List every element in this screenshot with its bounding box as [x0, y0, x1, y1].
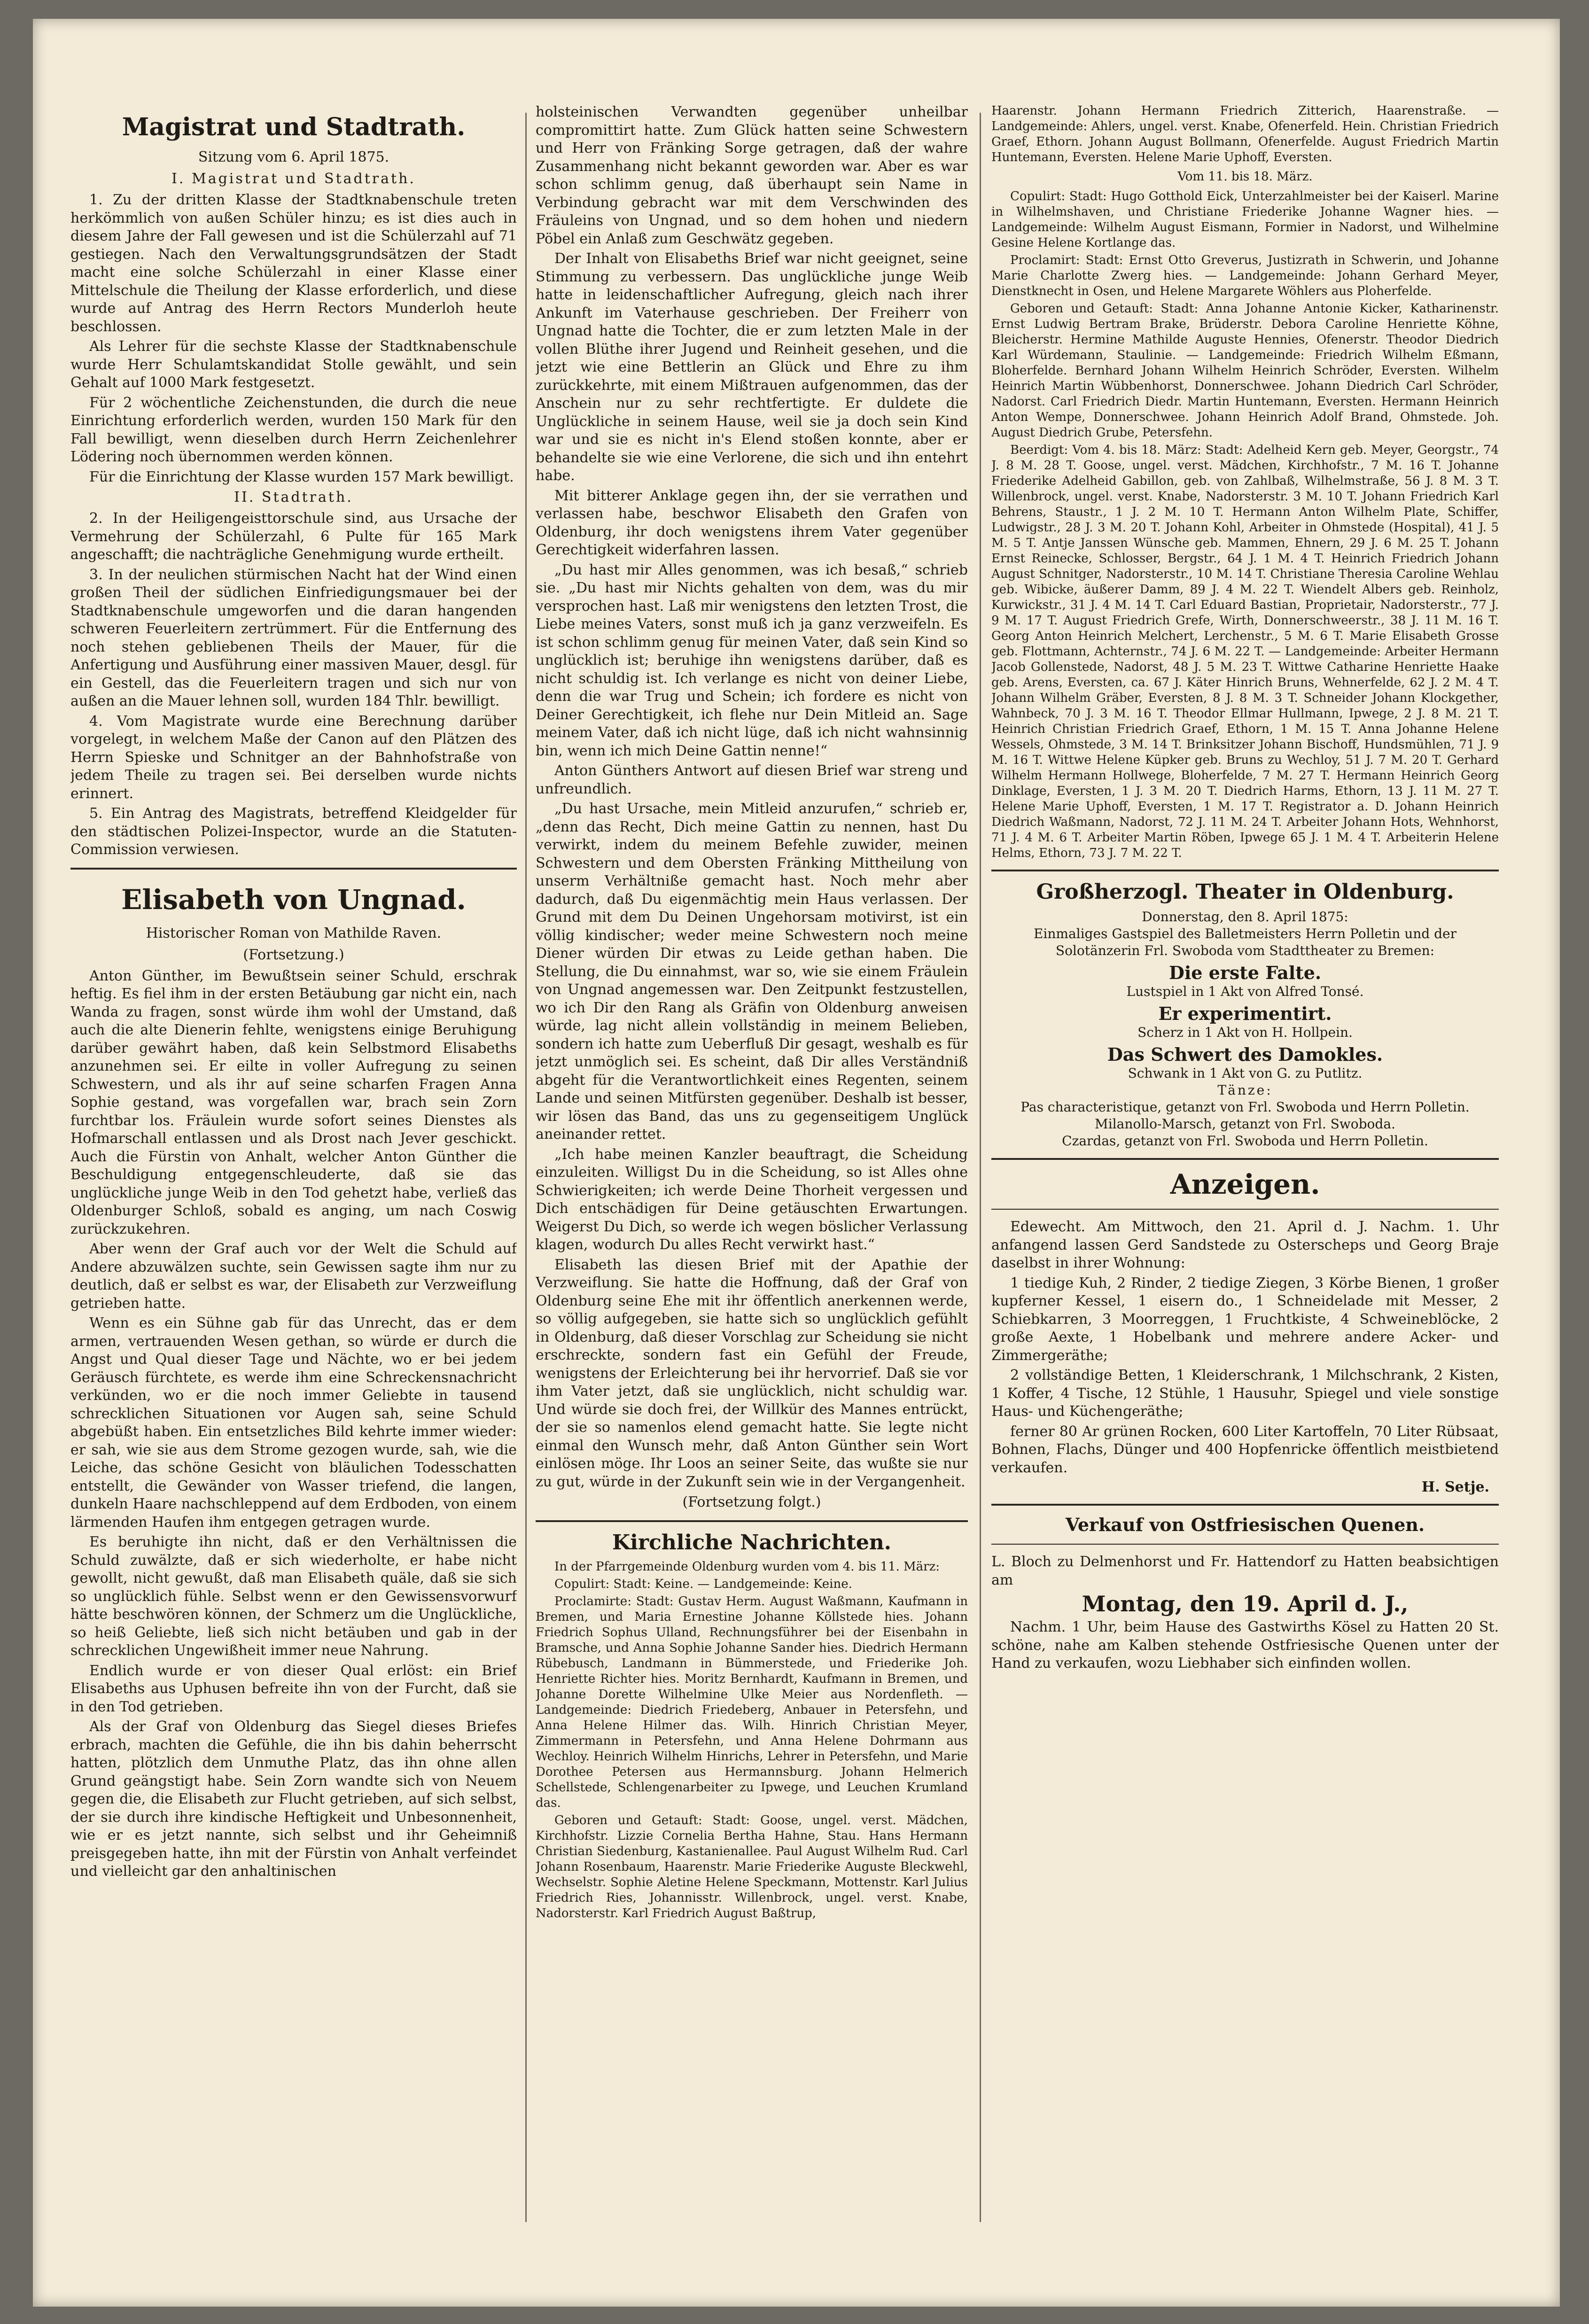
paragraph: 5. Ein Antrag des Magistrats, betreffend Kleidgelder für den städtischen Polizei-Inspector, wurde an die Statuten-Commission verwiesen.	[70, 805, 517, 858]
dances-heading: Tänze:	[1217, 1082, 1273, 1098]
ad-text: Edewecht. Am Mittwoch, den 21. April d. J. Nachm. 1. Uhr anfangend lassen Gerd Sandstede zu Osterscheps und Georg Braje daselbst in ihrer Wohnung:	[991, 1219, 1499, 1271]
dance-item: Czardas, getanzt von Frl. Swoboda und Herrn Polletin.	[1062, 1133, 1428, 1149]
paragraph: Es beruhigte ihn nicht, daß er den Verhältnissen die Schuld zuwälzte, daß er sich wiederholte, er habe nicht gewollt, nicht gewußt, daß man Elisabeth quäle, daß sie sich so unglücklich fühle. Selbst wenn er den Gewissensvorwurf hätte beschwören können, der Schmerz um die Unglückliche, so heiß Geliebte, ließ sich nicht betäuben und gab in der schrecklichen Ungewißheit immer neue Nahrung.	[70, 1534, 517, 1659]
column-1	[70, 103, 517, 2231]
paragraph: Beerdigt: Vom 4. bis 18. März: Stadt: Adelheid Kern geb. Meyer, Georgstr., 74 J. 8 M. 28 T. Goose, ungel. verst. Mädchen, Kirchhofstr., 7 M. 16 T. Johanne Friederike Adelheid Gabillon, geb. von Zahlbaß, Wilhelmstraße, 56 J. 8 M. 3 T. Willenbrock, ungel. verst. Knabe, Nadorsterstr. 3 M. 10 T. Johann Friedrich Karl Behrens, Staustr., 1 J. 2 M. 10 T. Hermann Anton Wilhelm Plate, Schiffer, Ludwigstr., 28 J. 3 M. 20 T. Johann Kohl, Arbeiter in Ohmstede (Hospital), 41 J. 5 M. 5 T. Antje Janssen Wünsche geb. Mammen, Ehnern, 29 J. 6 M. 25 T. Johann Ernst Reinecke, Schlosser, Bergstr., 64 J. 1 M. 4 T. Heinrich Friedrich Johann August Schnitger, Nadorsterstr., 10 M. 14 T. Christiane Theresia Caroline Wehlau geb. Wibicke, äußerer Damm, 89 J. 4 M. 22 T. Wiendelt Albers geb. Reinholz, Kurwickstr., 31 J. 4 M. 14 T. Carl Eduard Bastian, Proprietair, Nadorsterstr., 77 J. 9 M. 17 T. August Friedrich Grefe, Wirth, Donnerschweerstr., 38 J. 11 M. 16 T. Georg Anton Heinrich Melchert, Lerchenstr., 5 M. 6 T. Marie Elisabeth Grosse geb. Flottmann, Achternstr., 74 J. 6 M. 22 T. — Landgemeinde: Arbeiter Hermann Jacob Gollenstede, Nadorst, 48 J. 5 M. 23 T. Wittwe Catharine Henriette Haake geb. Arens, Eversten, ca. 67 J. Käter Hinrich Bruns, Wehnerfelde, 62 J. 2 M. 4 T. Johann Wilhelm Gräber, Eversten, 8 J. 8 M. 3 T. Schneider Johann Klockgether, Wahnbeck, 70 J. 3 M. 16 T. Theodor Ellmar Hullmann, Ipwege, 2 J. 8 M. 21 T. Heinrich Christian Friedrich Graef, Ethorn, 1 M. 15 T. Anna Johanne Helene Wessels, Ohmstede, 3 M. 14 T. Brinksitzer Johann Bischoff, Hundsmühlen, 71 J. 9 M. 16 T. Wittwe Helene Küpker geb. Bruns zu Wechloy, 51 J. 7 M. 20 T. Gerhard Wilhelm Hermann Hollwege, Bloherfelde, 7 M. 27 T. Hermann Heinrich Georg Dinklage, Eversten, 1 J. 3 M. 20 T. Diedrich Harms, Ethorn, 13 J. 11 M. 27 T. Helene Marie Uphoff, Eversten, 1 M. 17 T. Registrator a. D. Johann Heinrich Diedrich Waßmann, Nadorst, 72 J. 11 M. 24 T. Arbeiter Johann Hots, Wehnhorst, 71 J. 4 M. 6 T. Arbeiter Martin Röben, Ipwege 65 J. 1 M. 4 T. Arbeiterin Helene Helms, Ethorn, 73 J. 7 M. 22 T.	[991, 443, 1499, 860]
theater-title: Großherzogl. Theater in Oldenburg.	[1036, 880, 1454, 904]
column-3	[991, 103, 1499, 2231]
newspaper-page	[33, 19, 1560, 2307]
ad-text: 2 vollständige Betten, 1 Kleiderschrank, 1 Milchschrank, 2 Kisten, 1 Koffer, 4 Tische, 12 Stühle, 1 Hausuhr, Spiegel und viele sonstige Haus- und Küchengeräthe;	[991, 1367, 1499, 1420]
divider	[70, 868, 517, 870]
paragraph: 2. In der Heiligengeisttorschule sind, aus Ursache der Vermehrung der Schülerzahl, 6 Pulte für 165 Mark angeschafft; die nachträgliche Genehmigung wurde ertheilt.	[70, 510, 517, 563]
paragraph: holsteinischen Verwandten gegenüber unheilbar compromittirt hatte. Zum Glück hatten seine Schwestern und Herr von Fränking Sorge getragen, daß der wahre Zusammenhang nicht bekannt geworden war. Aber es war schon schlimm genug, daß überhaupt sein Name in Verbindung gebracht war mit dem Verschwinden des Fräuleins von Ungnad, und so dem hohen und niedern Pöbel ein Anlaß zum Geschwätz gegeben.	[536, 104, 968, 247]
paragraph: Als der Graf von Oldenburg das Siegel dieses Briefes erbrach, machten die Gefühle, die ihn bis dahin beherrscht hatten, plötzlich dem Unmuthe Platz, das ihn ohne allen Grund geängstigt habe. Sein Zorn wandte sich von Neuem gegen die, die Elisabeth zur Flucht getrieben, auf sich selbst, der sie durch ihre kindische Heftigkeit und Unbesonnenheit, wie er es jetzt nannte, sich selbst und ihr Geheimniß preisgegeben hatte, ihn mit der Fürstin von Anhalt verfeindet und vielleicht gar den anhaltinischen	[70, 1718, 517, 1880]
paragraph: Elisabeth las diesen Brief mit der Apathie der Verzweiflung. Sie hatte die Hoffnung, daß der Graf von Oldenburg seine Ehe mit ihr öffentlich anerkennen werde, so völlig aufgegeben, sie hatte sich so unglücklich gefühlt in Oldenburg, daß dieser Vorschlag zur Scheidung sie nicht erschreckte, sondern fast ein Gefühl der Freude, wenigstens der Erleichterung bei ihr hervorrief. Daß sie vor ihm Vater jetzt, daß sie unglücklich, nicht schuldig war. Und würde sie doch frei, der Willkür des Mannes entrückt, der sie so namenlos elend gemacht hatte. Sie legte nicht einmal den Wunsch mehr, daß Anton Günther sein Wort einlösen möge. Ihr Loos an seiner Seite, das wußte sie nur zu gut, würde in der Zukunft sein wie in der Vergangenheit.	[536, 1256, 968, 1490]
ad-text: ferner 80 Ar grünen Rocken, 600 Liter Kartoffeln, 70 Liter Rübsaat, Bohnen, Flachs, Dünger und 400 Hopfenricke öffentlich meistbietend verkaufen.	[991, 1423, 1499, 1476]
magistrat-date: Sitzung vom 6. April 1875.	[198, 149, 389, 165]
paragraph: 3. In der neulichen stürmischen Nacht hat der Wind einen großen Theil der südlichen Einfriedigungsmauer bei der Stadtknabenschule umgeworfen und die daran hangenden schweren Feuerleitern zertrümmert. Für die Entfernung des noch stehen gebliebenen Theils der Mauer, für die Anfertigung und Ausführung einer massiven Mauer, desgl. für ein Gestell, das die Feuerleitern tragen und sich nur von außen an die Mauer lehnen soll, wurden 184 Thlr. bewilligt.	[70, 566, 517, 709]
paragraph: „Du hast mir Alles genommen, was ich besaß,“ schrieb sie. „Du hast mir Nichts gehalten von dem, was du mir versprochen hast. Laß mir wenigstens den letzten Trost, die Liebe meines Vaters, sonst muß ich ja ganz verzweifeln. Es ist schon schlimm genug für meinen Vater, daß sein Kind so unglücklich ist; beruhige ihn wenigstens darüber, daß es nicht schuldig ist. Ich verlange es nicht von deiner Liebe, denn die war Trug und Schein; ich fordere es nicht von Deiner Gerechtigkeit, ich flehe nur Dein Mitleid an. Sage meinem Vater, daß ich nicht lüge, daß ich nicht wahnsinnig bin, wenn ich mich Deine Gattin nenne!“	[536, 561, 968, 759]
paragraph: Anton Günthers Antwort auf diesen Brief war streng und unfreundlich.	[536, 762, 968, 797]
column-2	[536, 103, 968, 2231]
divider	[536, 1520, 968, 1522]
paragraph: Der Inhalt von Elisabeths Brief war nicht geeignet, seine Stimmung zu verbessern. Das unglückliche junge Weib hatte in leidenschaftlicher Aufregung, gleich nach ihrer Ankunft im Vaterhause geschrieben. Der Freiherr von Ungnad hatte die Tochter, die er zum letzten Male in der vollen Blüthe ihrer Jugend und Reinheit gesehen, und die jetzt wie eine Bettlerin an Glück und Ehre zu ihm zurückkehrte, mit einem Mißtrauen aufgenommen, das der Anschein nur zu sehr rechtfertigte. Er duldete die Unglückliche in seinem Hause, weil sie ja doch sein Kind war und sie es nicht in's Elend stoßen konnte, aber er behandelte sie wie eine Verlorene, die sich und ihn entehrt habe.	[536, 250, 968, 484]
novel-to-be-continued: (Fortsetzung folgt.)	[682, 1494, 821, 1510]
paragraph: Wenn es ein Sühne gab für das Unrecht, das er dem armen, vertrauenden Wesen gethan, so würde er durch die Angst und Qual dieser Tage und Nächte, wo er bei jedem Geräusch fürchtete, es werde ihm eine Schreckensnachricht verkünden, wo er die noch immer Geliebte in tausend schrecklichen Situationen vor Augen sah, seine Schuld abgebüßt haben. Ein entsetzliches Bild kehrte immer wieder: er sah, wie sie aus dem Strome gezogen wurde, sah, wie die Leiche, das schöne Gesicht von bläulichen Todesschatten entstellt, die Gewänder von Wasser triefend, die langen, dunkeln Haare nachschleppend auf dem Erdboden, von einem lärmenden Haufen ihm entgegen getragen wurde.	[70, 1315, 517, 1531]
theater-date: Donnerstag, den 8. April 1875:	[1142, 909, 1348, 925]
paragraph: Haarenstr. Johann Hermann Friedrich Zitterich, Haarenstraße. — Landgemeinde: Ahlers, ungel. verst. Knabe, Ofenerfeld. Hein. Christian Friedrich Graef, Ethorn. Johann August Bollmann, Ofenerfelde. August Friedrich Martin Huntemann, Eversten. Helene Marie Uphoff, Eversten.	[991, 104, 1499, 164]
paragraph: Als Lehrer für die sechste Klasse der Stadtknabenschule wurde Herr Schulamtskandidat Stolle gewählt, und sein Gehalt auf 1000 Mark festgesetzt.	[70, 338, 517, 391]
divider	[991, 1209, 1499, 1210]
ad-date: Montag, den 19. April d. J.,	[1082, 1591, 1409, 1617]
paragraph: Geboren und Getauft: Stadt: Goose, ungel. verst. Mädchen, Kirchhofstr. Lizzie Cornelia Bertha Hahne, Stau. Hans Hermann Christian Siedenburg, Kastanienallee. Paul August Wilhelm Rud. Carl Johann Rosenbaum, Haarenstr. Marie Friederike Auguste Bleckwehl, Wechselstr. Sophie Aletine Helene Speckmann, Mottenstr. Karl Julius Friedrich Ries, Johannisstr. Willenbrock, ungel. verst. Knabe, Nadorsterstr. Karl Friedrich August Baßtrup,	[536, 1813, 968, 1920]
period-heading: Vom 11. bis 18. März.	[1177, 170, 1313, 184]
paragraph: Proclamirte: Stadt: Gustav Herm. August Waßmann, Kaufmann in Bremen, und Maria Ernestine Johanne Köllstede hies. Johann Friedrich Sophus Ulland, Rechnungsführer bei der Eisenbahn in Bramsche, und Anna Sophie Johanne Sander hies. Diedrich Hermann Rübebusch, Landmann in Bümmerstede, und Friederike Joh. Henriette Richter hies. Moritz Bernhardt, Kaufmann in Bremen, und Johanne Dorette Wilhelmine Ulke Meier aus Nordenfleth. — Landgemeinde: Diedrich Friedeberg, Anbauer in Petersfehn, und Anna Helene Hilmer das. Wilh. Hinrich Christian Meyer, Zimmermann in Petersfehn, und Anna Helene Dohrmann aus Wechloy. Heinrich Wilhelm Hinrichs, Lehrer in Petersfehn, und Marie Dorothee Petersen aus Hermannsburg. Johann Helmerich Schellstede, Schlengenarbeiter zu Ipwege, und Leuchen Krumland das.	[536, 1594, 968, 1810]
section-heading: II. Stadtrath.	[234, 489, 353, 505]
dance-item: Pas characteristique, getanzt von Frl. Swoboda und Herrn Polletin.	[1020, 1099, 1470, 1115]
paragraph: 4. Vom Magistrate wurde eine Berechnung darüber vorgelegt, in welchem Maße der Canon auf den Plätzen des Herrn Spieske und Schnitger an der Bahnhofstraße von jedem Theile zu tragen sei. Bei derselben wurde nichts erinnert.	[70, 713, 517, 802]
divider	[991, 1544, 1499, 1545]
play-title: Er experimentirt.	[1158, 1003, 1332, 1024]
paragraph: „Ich habe meinen Kanzler beauftragt, die Scheidung einzuleiten. Willigst Du in die Scheidung, so ist Alles ohne Schwierigkeiten; ich werde Deine Thorheit vergessen und Dich entschädigen für Deine getäuschten Erwartungen. Weigerst Du Dich, so werde ich wegen böslicher Verlassung klagen, wodurch Du alles Recht verwirkt hast.“	[536, 1146, 968, 1253]
ad-text: L. Bloch zu Delmenhorst und Fr. Hattendorf zu Hatten beabsichtigen am	[991, 1554, 1499, 1588]
divider	[991, 870, 1499, 871]
church-title: Kirchliche Nachrichten.	[612, 1531, 892, 1555]
paragraph: 1. Zu der dritten Klasse der Stadtknabenschule treten herkömmlich von außen Schüler hinzu; es ist dies auch in diesem Jahre der Fall gewesen und ist die Schülerzahl auf 71 gestiegen. Nach den Verwaltungsgrundsätzen der Stadt macht eine solche Schülerzahl in einer Klasse einer Mittelschule die Theilung der Klasse erforderlich, und diese wurde auf Antrag des Herrn Rectors Munderloh heute beschlossen.	[70, 192, 517, 335]
paragraph: Geboren und Getauft: Stadt: Anna Johanne Antonie Kicker, Katharinenstr. Ernst Ludwig Bertram Brake, Brüderstr. Debora Caroline Henriette Köhne, Bleicherstr. Hermine Mathilde Auguste Hennies, Ofenerstr. Theodor Diedrich Karl Würdemann, Staulinie. — Landgemeinde: Friedrich Wilhelm Eßmann, Bloherfelde. Bernhard Johann Wilhelm Heinrich Schröder, Eversten. Wilhelm Heinrich Martin Wübbenhorst, Donnerschwee. Johann Diedrich Carl Schröder, Nadorst. Carl Friedrich Diedr. Martin Huntemann, Eversten. Hermann Heinrich Anton Wempe, Donnerschwee. Johann Heinrich Adolf Brand, Ohmstede. Joh. August Diedrich Grube, Petersfehn.	[991, 302, 1499, 440]
play-title: Das Schwert des Damokles.	[1107, 1044, 1383, 1065]
ad-text: Nachm. 1 Uhr, beim Hause des Gastwirths Kösel zu Hatten 20 St. schöne, nahe am Kalben stehende Ostfriesische Quenen unter der Hand zu verkaufen, wozu Liebhaber sich einfinden wollen.	[991, 1619, 1499, 1671]
paragraph: Copulirt: Stadt: Hugo Gotthold Eick, Unterzahlmeister bei der Kaiserl. Marine in Wilhelmshaven, und Christiane Friederike Johanne Wagner hies. — Landgemeinde: Wilhelm August Eismann, Formier in Nadorst, und Wilhelmine Gesine Helene Kortlange das.	[991, 189, 1499, 250]
novel-continuation: (Fortsetzung.)	[243, 946, 344, 963]
ad-signature: H. Setje.	[1421, 1479, 1489, 1495]
column-rule	[980, 113, 981, 2222]
ad-title: Verkauf von Ostfriesischen Quenen.	[1065, 1514, 1425, 1535]
paragraph: „Du hast Ursache, mein Mitleid anzurufen,“ schrieb er, „denn das Recht, Dich meine Gattin zu nennen, hast Du verwirkt, indem du meinem Befehle zuwider, meinen Schwestern und dem Obersten Fränking Mittheilung von unserm Verhältniße gemacht hast. Noch mehr aber dadurch, daß Du eigenmächtig mein Haus verlassen. Der Grund mit dem Du Deinen Ungehorsam motivirst, ist ein völlig kindischer; weder meine Schwestern noch meine Diener würden Dir etwas zu Leide gethan haben. Die Stellung, die Du einnahmst, war so, wie sie einem Fräulein von Ungnad angemessen war. Den Zeitpunkt festzustellen, wo ich Dir den Rang als Gräfin von Oldenburg anweisen würde, lag nicht allein vollständig in meinem Belieben, sondern ich hatte zum Ueberfluß Dir gesagt, weshalb es für jetzt unmöglich sei. Es scheint, daß Dir alles Verständniß abgeht für die Verantwortlichkeit eines Regenten, seinem Lande und seinen Mitfürsten gegenüber. Deshalb ist besser, wir lösen das Band, das uns zu gegenseitigem Unglück aneinander rettet.	[536, 801, 968, 1143]
church-intro: In der Pfarrgemeinde Oldenburg wurden vom 4. bis 11. März:	[554, 1560, 940, 1574]
novel-subtitle: Historischer Roman von Mathilde Raven.	[146, 925, 442, 941]
paragraph: Für die Einrichtung der Klasse wurden 157 Mark bewilligt.	[89, 468, 514, 485]
play-title: Die erste Falte.	[1168, 962, 1322, 983]
ad-text: 1 tiedige Kuh, 2 Rinder, 2 tiedige Ziegen, 3 Körbe Bienen, 1 großer kupferner Kessel, 1 eisern do., 1 Schneidelade mit Messer, 2 Schiebkarren, 3 Moorreggen, 1 Fruchtkiste, 4 Schweineblöcke, 2 große Aexte, 1 Hobelbank und mehrere andere Acker- und Zimmergeräthe;	[991, 1275, 1499, 1364]
theater-guest: Einmaliges Gastspiel des Balletmeisters Herrn Polletin und der Solotänzerin Frl. Swoboda vom Stadttheater zu Bremen:	[1033, 926, 1457, 958]
play-description: Lustspiel in 1 Akt von Alfred Tonsé.	[1126, 984, 1364, 999]
paragraph: Aber wenn der Graf auch vor der Welt die Schuld auf Andere abzuwälzen suchte, sein Gewissen sagte ihm nur zu deutlich, daß er selbst es war, der Elisabeth zur Verzweiflung getrieben hatte.	[70, 1241, 517, 1312]
divider	[991, 1504, 1499, 1506]
section-heading: I. Magistrat und Stadtrath.	[171, 171, 416, 187]
magistrat-title: Magistrat und Stadtrath.	[122, 113, 466, 141]
play-description: Scherz in 1 Akt von H. Hollpein.	[1137, 1025, 1353, 1040]
paragraph: Für 2 wöchentliche Zeichenstunden, die durch die neue Einrichtung erforderlich werden, wurden 150 Mark für den Fall bewilligt, wenn dieselben durch Herrn Zeichenlehrer Lödering noch übernommen werden können.	[70, 394, 517, 465]
paragraph: Proclamirt: Stadt: Ernst Otto Greverus, Justizrath in Schwerin, und Johanne Marie Charlotte Zwerg hies. — Landgemeinde: Johann Gerhard Meyer, Dienstknecht in Osen, und Helene Margarete Wöhlers aus Ploherfelde.	[991, 253, 1499, 298]
paragraph: Endlich wurde er von dieser Qual erlöst: ein Brief Elisabeths aus Uphusen befreite ihn von der Furcht, daß sie in den Tod getrieben.	[70, 1662, 517, 1715]
dance-item: Milanollo-Marsch, getanzt von Frl. Swoboda.	[1095, 1116, 1395, 1132]
ads-title: Anzeigen.	[1170, 1168, 1320, 1200]
paragraph: Copulirt: Stadt: Keine. — Landgemeinde: Keine.	[554, 1577, 852, 1591]
column-rule	[525, 113, 527, 2222]
paragraph: Anton Günther, im Bewußtsein seiner Schuld, erschrak heftig. Es fiel ihm in der ersten Betäubung gar nicht ein, nach Wanda zu fragen, sonst würde ihm wohl der Umstand, daß auch die alte Dienerin fehlte, wenigstens einige Beruhigung darüber gewährt haben, daß kein Selbstmord Elisabeths anzunehmen sei. Er eilte in voller Aufregung zu seinen Schwestern, und als ihr auf seine scharfen Fragen Anna Sophie gestand, was vorgefallen war, brach sein Zorn furchtbar los. Fräulein wurde sofort seines Dienstes als Hofmarschall entlassen und als Drost nach Jever geschickt. Auch die Fürstin von Anhalt, welcher Anton Günther die Beschuldigung entgegenschleuderte, daß sie das unglückliche junge Weib in den Tod gehetzt habe, verließ das Oldenburger Schloß, sobald es anging, um nach Coswig zurückzukehren.	[70, 967, 517, 1237]
novel-title: Elisabeth von Ungnad.	[121, 883, 466, 916]
play-description: Schwank in 1 Akt von G. zu Putlitz.	[1128, 1065, 1363, 1081]
divider	[991, 1158, 1499, 1160]
paragraph: Mit bitterer Anklage gegen ihn, der sie verrathen und verlassen habe, beschwor Elisabeth den Grafen von Oldenburg, ihr doch wenigstens ihrem Vater gegenüber Gerechtigkeit widerfahren lassen.	[536, 487, 968, 558]
